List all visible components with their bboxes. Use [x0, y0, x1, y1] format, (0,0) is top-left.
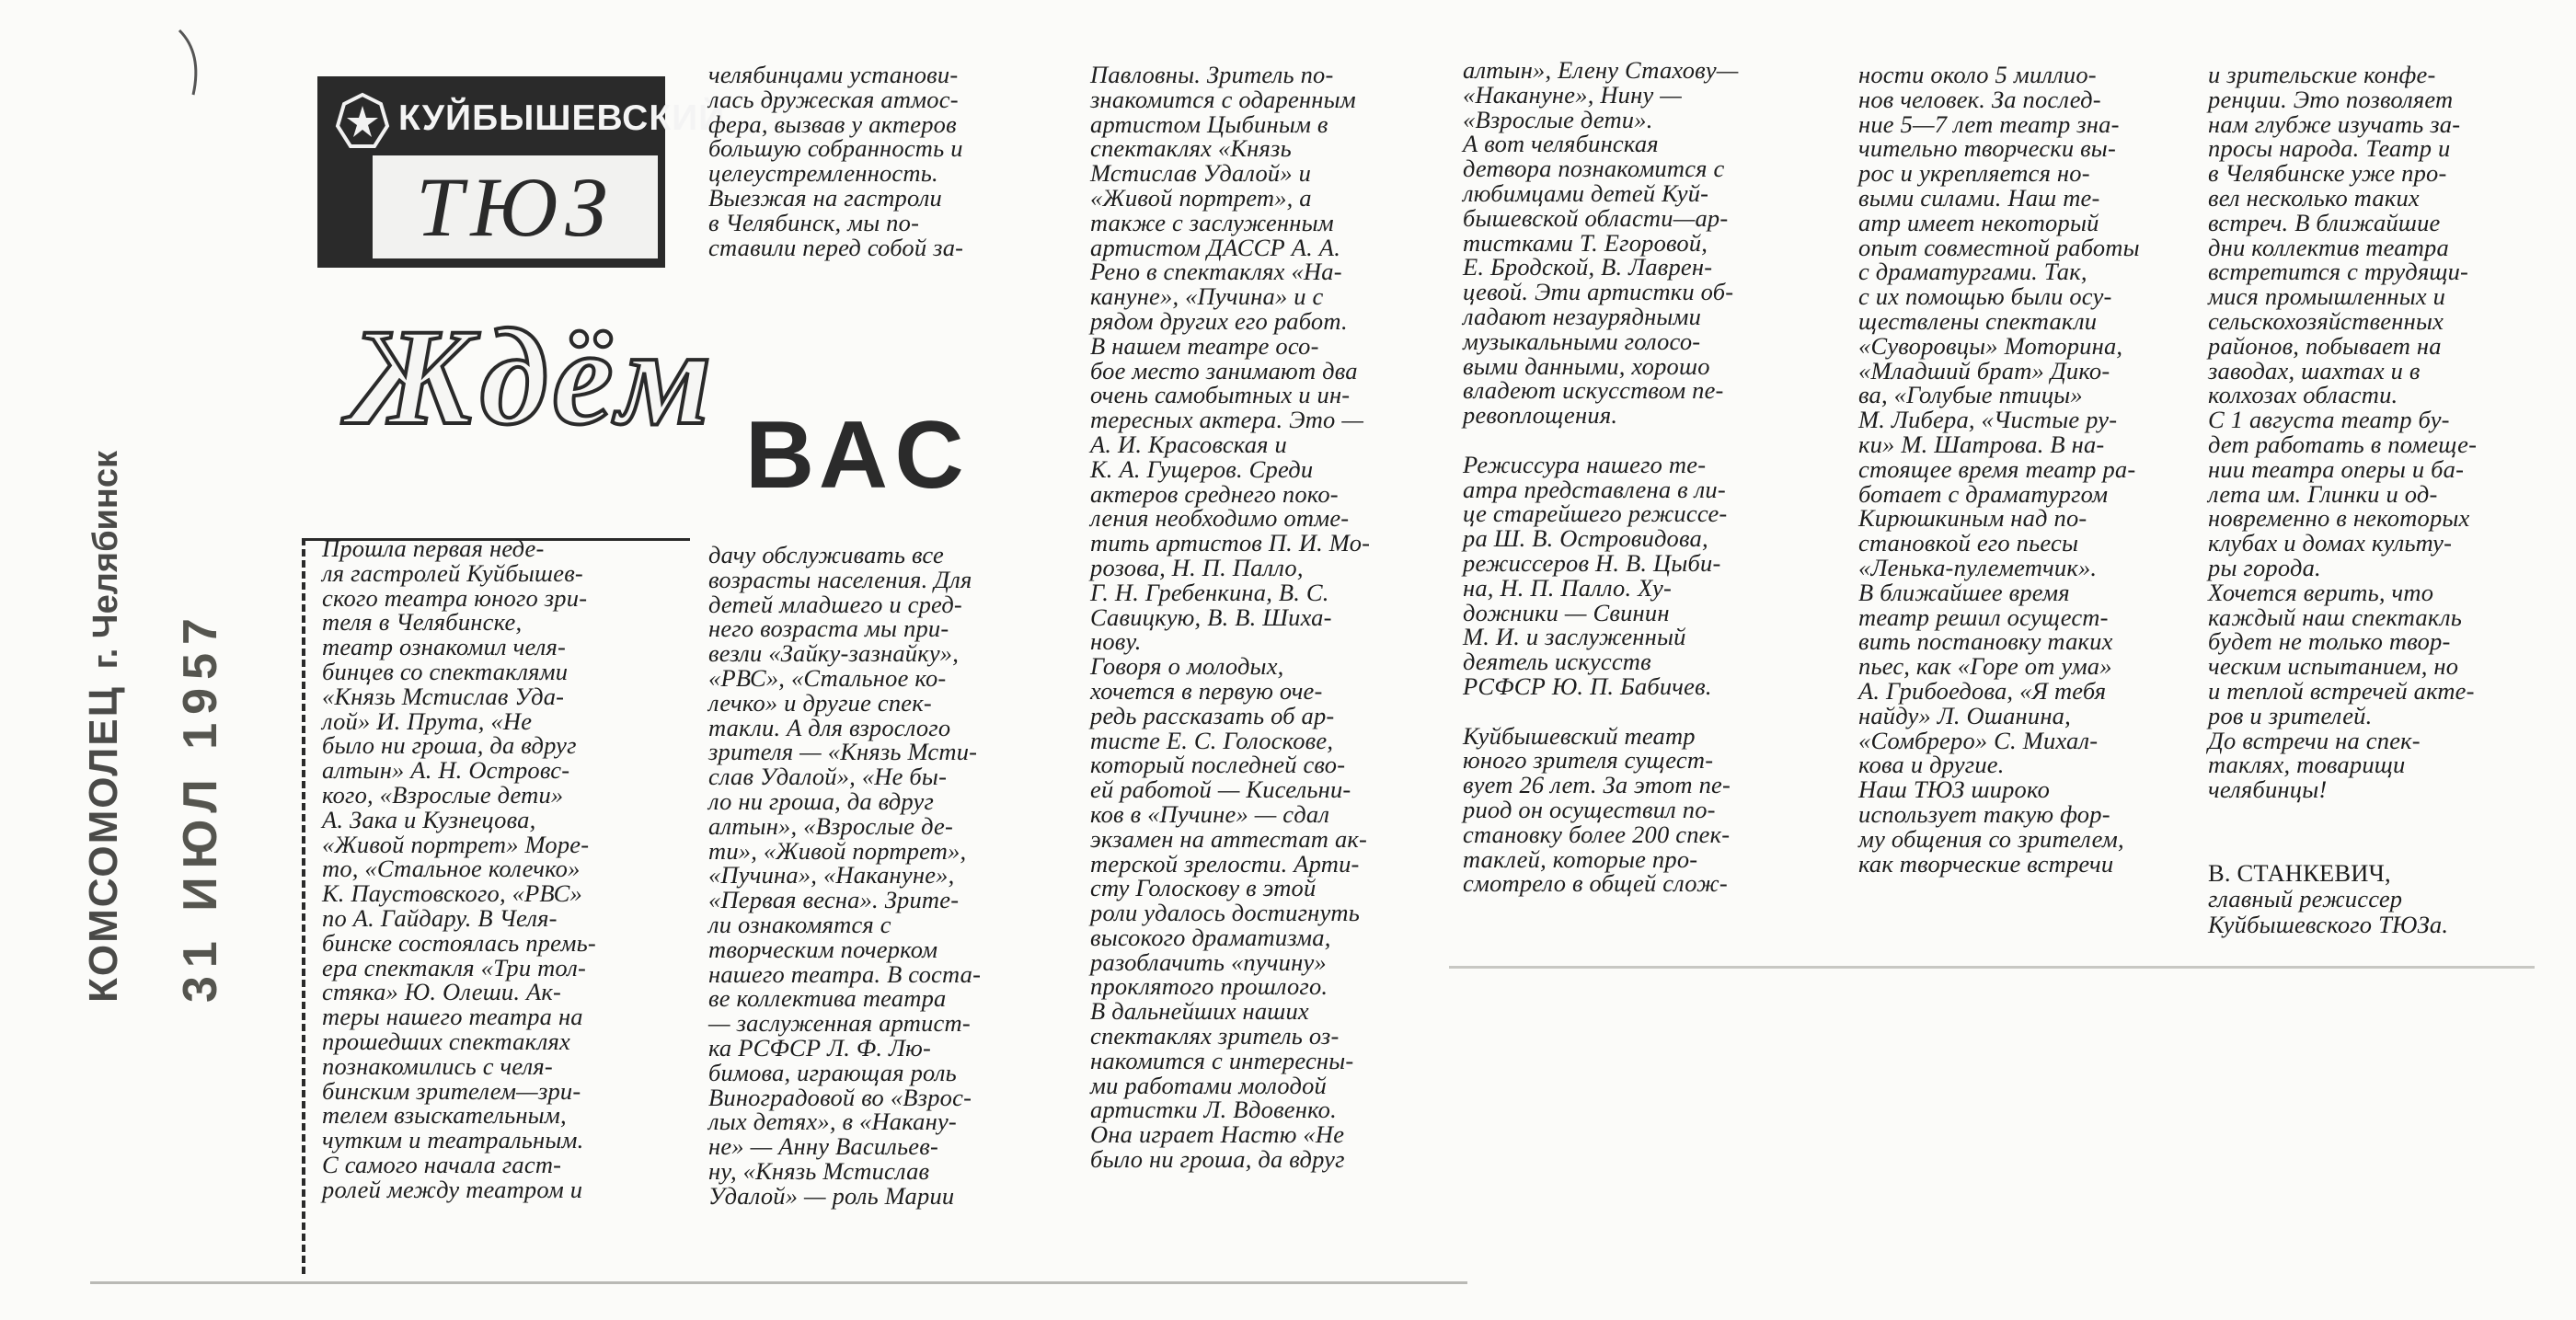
article-text-line: «Суворовцы» Моторина,	[1858, 331, 2123, 360]
article-column-4	[1463, 58, 1776, 896]
article-text-line: нов человек. За послед-	[1858, 85, 2101, 113]
article-text-line: вить постановку таких	[1858, 627, 2113, 656]
article-text-line: который последней сво-	[1090, 751, 1346, 779]
article-text-line: В нашем театре осо-	[1090, 331, 1319, 360]
article-column-1	[322, 536, 653, 1202]
article-text-line: Рено в спектаклях «На-	[1090, 258, 1342, 286]
article-text-line: чутким и театральным.	[322, 1126, 584, 1154]
article-text-line: ладают незаурядными	[1463, 302, 1702, 330]
article-text-line: вел несколько таких	[2208, 183, 2420, 212]
article-text-line: не» — Анну Васильев-	[708, 1132, 938, 1161]
clipping-bottom-edge	[90, 1281, 1467, 1284]
article-text-line: тить артистов П. И. Мо-	[1090, 529, 1371, 557]
article-text-line: зрителя — «Князь Мсти-	[708, 738, 978, 766]
article-text-line: выми силами. Наш те-	[1858, 183, 2100, 212]
article-text-line: использует такую фор-	[1858, 799, 2110, 828]
article-text-line: «Ленька-пулеметчик».	[1858, 553, 2098, 581]
article-text-line: тистками Т. Егоровой,	[1463, 228, 1708, 257]
article-column-2-bottom	[708, 543, 1041, 1209]
article-text-line: алтын», Елену Стахову—	[1463, 56, 1739, 84]
article-text-line: сельскохозяйственных	[2208, 306, 2444, 335]
article-text-line: заводах, шахтах и в	[2208, 356, 2421, 385]
article-text-line: бое место занимают два	[1090, 356, 1358, 385]
article-text-line: Виноградовой во «Взрос-	[708, 1083, 972, 1111]
article-text-line: алтын», «Взрослые де-	[708, 811, 953, 840]
article-text-line: ну, «Князь Мстислав	[708, 1156, 930, 1185]
article-text-line: К. А. Гущеров. Среди	[1090, 454, 1314, 483]
article-text-line: было ни гроша, да вдруг	[322, 731, 577, 760]
article-text-line: познакомились с челя-	[322, 1051, 553, 1080]
article-text-line: Савицкую, В. В. Шиха-	[1090, 603, 1332, 631]
article-text-line: челябинцами установи-	[708, 61, 959, 88]
article-text-line: высокого драматизма,	[1090, 923, 1331, 951]
article-text-line: ля гастролей Куйбышев-	[322, 558, 583, 587]
article-bracket-left	[302, 538, 309, 1274]
article-text-line: М. Либера, «Чистые ру-	[1858, 406, 2118, 434]
article-text-line: театр решил осущест-	[1858, 603, 2109, 631]
article-text-line: нову.	[1090, 627, 1142, 656]
article-text-line: детей младшего и сред-	[708, 590, 962, 618]
article-text-line: А. И. Красовская и	[1090, 430, 1287, 458]
article-text-line: найду» Л. Ошанина,	[1858, 701, 2071, 729]
article-text-line: мися промышленных и	[2208, 282, 2446, 311]
signature-name: В. СТАНКЕВИЧ,	[2208, 859, 2391, 887]
article-column-3	[1090, 63, 1403, 1172]
article-text-line: челябинцы!	[2208, 775, 2328, 804]
headline-bold-word: ВАС	[745, 402, 973, 509]
article-text-line: бинске состоялась премь-	[322, 928, 596, 957]
article-text-line: тересных актера. Это —	[1090, 406, 1364, 434]
article-text-line: редь рассказать об ар-	[1090, 701, 1335, 729]
article-text-line: прошедших спектаклях	[322, 1027, 570, 1055]
article-text-line: Кирюшкиным над по-	[1858, 504, 2087, 533]
article-text-line: колхозах области.	[2208, 381, 2398, 409]
article-column-2-top	[708, 63, 1041, 259]
article-text-line: В дальнейших наших	[1090, 997, 1309, 1026]
article-text-line: ществлены спектакли	[1858, 306, 2098, 335]
article-text-line: каждый наш спектакль	[2208, 603, 2462, 631]
article-text-line: бышевской области—ар-	[1463, 203, 1729, 232]
article-text-line: роли удалось достигнуть	[1090, 899, 1361, 927]
article-text-line: детвора познакомится с	[1463, 155, 1725, 183]
article-text-line: встреч. В ближайшие	[2208, 208, 2441, 236]
article-text-line: спектаклях зритель оз-	[1090, 1022, 1340, 1050]
article-text-line: чительно творчески вы-	[1858, 134, 2116, 163]
signature-org: Куйбышевского ТЮЗа.	[2208, 911, 2449, 938]
article-text-line: Хочется верить, что	[2208, 578, 2434, 606]
article-text-line: дачу обслуживать все	[708, 541, 944, 568]
theatre-logo	[317, 76, 726, 268]
article-text-line: ности около 5 миллио-	[1858, 61, 2097, 88]
newspaper-stamp	[81, 451, 127, 1003]
article-text-line: сту Голоскову в этой	[1090, 874, 1317, 902]
article-text-line: Прошла первая неде-	[322, 534, 545, 562]
article-text-line: Режиссура нашего те-	[1463, 450, 1707, 478]
article-text-line: артистки Л. Вдовенко.	[1090, 1096, 1337, 1124]
article-text-line: ей работой — Кисельни-	[1090, 775, 1351, 804]
article-text-line: кова и другие.	[1858, 751, 2005, 779]
article-text-line: А. Зака и Кузнецова,	[322, 805, 536, 833]
article-text-line: любимцами детей Куй-	[1463, 178, 1709, 207]
stamp-newspaper-name: КОМСОМОЛЕЦ	[81, 685, 126, 1003]
article-text-line: В ближайшее время	[1858, 578, 2070, 606]
article-text-line: риод он осуществил по-	[1463, 795, 1716, 823]
article-text-line: в Челябинске уже про-	[2208, 159, 2447, 188]
article-text-line: Наш ТЮЗ широко	[1858, 775, 2051, 804]
article-text-line: музыкальными голосо-	[1463, 327, 1701, 355]
article-text-line: розова, Н. П. Палло,	[1090, 553, 1304, 581]
article-text-line	[1463, 699, 1776, 724]
article-text-line: ревоплощения.	[1463, 401, 1618, 430]
article-text-line: Мстислав Удалой» и	[1090, 159, 1312, 188]
article-text-line: «Князь Мстислав Уда-	[322, 682, 565, 710]
article-text-line: ка РСФСР Л. Ф. Лю-	[708, 1033, 932, 1062]
article-text-line: на, Н. П. Палло. Ху-	[1463, 573, 1672, 602]
article-text-line: Куйбышевский театр	[1463, 721, 1696, 750]
stamp-date: 31 ИЮЛ 1957	[174, 610, 227, 1003]
article-text-line: Выезжая на гастроли	[708, 183, 942, 212]
article-signature	[2208, 860, 2502, 937]
article-text-line: дет работать в помеще-	[2208, 430, 2478, 458]
article-text-line: теля в Челябинске,	[322, 608, 523, 637]
article-text-line: клубах и домах культу-	[2208, 529, 2453, 557]
article-text-line: лечко» и другие спек-	[708, 688, 932, 717]
article-text-line: возрасты населения. Для	[708, 565, 972, 593]
article-text-line: С самого начала гаст-	[322, 1150, 562, 1178]
article-text-line: становку более 200 спек-	[1463, 820, 1731, 848]
article-text-line: стяка» Ю. Олеши. Ак-	[322, 978, 562, 1006]
article-text-line: «РВС», «Стальное ко-	[708, 663, 947, 692]
article-text-line: него возраста мы при-	[708, 614, 949, 643]
article-text-line: с их помощью были осу-	[1858, 282, 2112, 311]
article-text-line: бинцев со спектаклями	[322, 657, 569, 685]
article-text-line: знакомится с одаренным	[1090, 85, 1356, 113]
article-text-line: «Взрослые дети».	[1463, 105, 1653, 133]
clipping-right-edge	[1449, 966, 2535, 969]
article-text-line: кого, «Взрослые дети»	[322, 780, 564, 809]
article-text-line: «Живой портрет», а	[1090, 183, 1312, 212]
article-text-line: РСФСР Ю. П. Бабичев.	[1463, 671, 1712, 700]
article-text-line: нам глубже изучать за-	[2208, 109, 2461, 138]
article-text-line: опыт совместной работы	[1858, 233, 2140, 261]
article-text-line: «Первая весна». Зрите-	[708, 886, 960, 914]
article-text-line: как творческие встречи	[1858, 849, 2114, 878]
article-text-line: тисте Е. С. Голоскове,	[1090, 726, 1334, 754]
article-text-line: «Накануне», Нину —	[1463, 80, 1683, 109]
article-text-line: ло ни гроша, да вдруг	[708, 786, 935, 815]
article-text-line: и теплой встречей акте-	[2208, 676, 2475, 705]
article-text-line: ра Ш. В. Островидова,	[1463, 524, 1708, 553]
article-text-line: Она играет Настю «Не	[1090, 1120, 1345, 1149]
logo-theatre-name: КУЙБЫШЕВСКИЙ	[398, 98, 726, 138]
article-text-line: ли ознакомятся с	[708, 910, 891, 938]
article-text-line: экзамен на аттестат ак-	[1090, 824, 1368, 853]
article-text-line: ления необходимо отме-	[1090, 504, 1350, 533]
article-text-line: атр имеет некоторый	[1858, 208, 2099, 236]
article-text-line: — заслуженная артист-	[708, 1009, 971, 1038]
article-text-line: актеров среднего поко-	[1090, 479, 1339, 508]
article-text-line: нии театра оперы и ба-	[2208, 454, 2465, 483]
article-text-line: це старейшего режиссе-	[1463, 499, 1728, 528]
article-text-line: артистом Цыбиным в	[1090, 109, 1328, 138]
article-text-line: новременно в некоторых	[2208, 504, 2470, 533]
article-text-line: му общения со зрителем,	[1858, 824, 2124, 853]
article-text-line: Удалой» — роль Марии	[708, 1181, 955, 1210]
article-text-line: Е. Бродской, В. Лаврен-	[1463, 253, 1713, 281]
article-text-line: ера спектакля «Три тол-	[322, 953, 587, 981]
article-text-line: ков в «Пучине» — сдал	[1090, 799, 1330, 828]
article-text-line: разоблачить «пучину»	[1090, 947, 1327, 976]
article-text-line: терской зрелости. Арти-	[1090, 849, 1360, 878]
article-text-line: большую собранность и	[708, 134, 963, 163]
article-text-line: лой» И. Прута, «Не	[322, 706, 533, 735]
star-emblem-icon	[330, 89, 395, 154]
article-text-line: ров и зрителей.	[2208, 701, 2373, 729]
article-text-line: накомится с интересны-	[1090, 1046, 1354, 1074]
article-text-line: ры города.	[2208, 553, 2321, 581]
article-text-line: творческим почерком	[708, 935, 938, 963]
article-text-line: будет не только твор-	[2208, 627, 2451, 656]
article-text-line: владеют искусством пе-	[1463, 376, 1724, 405]
article-text-line: бинским зрителем—зри-	[322, 1076, 581, 1105]
article-column-6	[2208, 63, 2502, 802]
article-text-line: лета им. Глинки и од-	[2208, 479, 2438, 508]
article-text-line: таклях, товарищи	[2208, 751, 2406, 779]
article-text-line: нашего театра. В соста-	[708, 959, 982, 988]
article-text-line: выми данными, хорошо	[1463, 351, 1710, 380]
article-text-line: дни коллектив театра	[2208, 233, 2449, 261]
article-text-line: фера, вызвав у актеров	[708, 109, 957, 138]
article-text-line: телем взыскательным,	[322, 1101, 567, 1130]
article-text-line: артистом ДАССР А. А.	[1090, 233, 1341, 261]
article-text-line: ние 5—7 лет театр зна-	[1858, 109, 2120, 138]
article-text-line: театр ознакомил челя-	[322, 633, 567, 661]
article-text-line: ве коллектива театра	[708, 984, 947, 1013]
article-text-line: деятель искусств	[1463, 648, 1651, 676]
article-text-line: ролей между театром и	[322, 1175, 583, 1203]
article-text-line: Говоря о молодых,	[1090, 652, 1284, 681]
article-text-line: лась дружеская атмос-	[708, 85, 959, 113]
article-text-line: режиссеров Н. В. Цыби-	[1463, 548, 1721, 577]
article-text-line: ки» М. Шатрова. В на-	[1858, 430, 2105, 458]
stamp-city: г. Челябинск	[86, 450, 125, 670]
article-text-line: в Челябинск, мы по-	[708, 208, 920, 236]
article-text-line: по А. Гайдару. В Челя-	[322, 903, 558, 932]
article-text-line: смотрело в общей слож-	[1463, 869, 1728, 898]
signature-title: главный режиссер	[2208, 885, 2403, 913]
article-text-line: стоящее время театр ра-	[1858, 454, 2136, 483]
article-text-line: А вот челябинская	[1463, 130, 1659, 158]
article-text-line: кануне», «Пучина» и с	[1090, 282, 1324, 311]
article-text-line: «Пучина», «Накануне»,	[708, 861, 955, 890]
article-text-line: ва, «Голубые птицы»	[1858, 381, 2083, 409]
article-text-line: До встречи на спек-	[2208, 726, 2421, 754]
article-text-line: ми работами молодой	[1090, 1071, 1327, 1099]
article-text-line: становкой его пьесы	[1858, 529, 2079, 557]
article-text-line: алтын» А. Н. Островс-	[322, 756, 570, 785]
logo-tyuz: ТЮЗ	[373, 155, 658, 258]
article-text-line: бимова, играющая роль	[708, 1058, 957, 1086]
article-text-line: ского театра юного зри-	[322, 583, 588, 612]
article-text-line: очень самобытных и ин-	[1090, 381, 1351, 409]
article-text-line: спектаклях «Князь	[1090, 134, 1292, 163]
article-text-line: теры нашего театра на	[322, 1003, 583, 1031]
article-text-line: юного зрителя сущест-	[1463, 746, 1714, 775]
article-text-line: целеустремленность.	[708, 159, 938, 188]
article-text-line: ти», «Живой портрет»,	[708, 836, 967, 865]
article-text-line: то, «Стальное колечко»	[322, 855, 581, 883]
article-text-line: лых детях», в «Накану-	[708, 1108, 957, 1136]
article-text-line: везли «Зайку-зазнайку»,	[708, 639, 960, 668]
article-text-line: рядом других его работ.	[1090, 306, 1348, 335]
article-text-line: рос и укрепляется но-	[1858, 159, 2090, 188]
article-text-line: А. Грибоедова, «Я тебя	[1858, 676, 2107, 705]
article-text-line: встретится с трудящи-	[2208, 258, 2469, 286]
headline-script-word: Ждём	[350, 301, 716, 453]
article-text-line: К. Паустовского, «РВС»	[322, 879, 582, 908]
article-text-line: просы народа. Театр и	[2208, 134, 2451, 163]
article-text-line: атра представлена в ли-	[1463, 475, 1726, 503]
article-text-line: «Младший брат» Дико-	[1858, 356, 2110, 385]
article-text-line: ренции. Это позволяет	[2208, 85, 2454, 113]
article-text-line: пьес, как «Горе от ума»	[1858, 652, 2112, 681]
paper-curl-mark	[175, 26, 212, 99]
article-text-line: вует 26 лет. За этот пе-	[1463, 771, 1731, 799]
article-text-line: С 1 августа театр бу-	[2208, 406, 2450, 434]
article-text-line: Павловны. Зритель по-	[1090, 61, 1334, 88]
article-text-line: слав Удалой», «Не бы-	[708, 763, 948, 791]
article-text-line: ческим испытанием, но	[2208, 652, 2459, 681]
article-text-line: хочется в первую оче-	[1090, 676, 1323, 705]
article-text-line: также с заслуженным	[1090, 208, 1334, 236]
article-text-line: такли. А для взрослого	[708, 713, 951, 741]
article-text-line: таклей, которые про-	[1463, 844, 1698, 873]
article-column-5	[1858, 63, 2171, 876]
article-text-line	[1463, 428, 1776, 453]
article-text-line: цевой. Эти артистки об-	[1463, 278, 1734, 306]
article-text-line: «Сомбреро» С. Михал-	[1858, 726, 2099, 754]
article-text-line: с драматургами. Так,	[1858, 258, 2087, 286]
article-text-line: проклятого прошлого.	[1090, 972, 1328, 1001]
article-text-line: ставили перед собой за-	[708, 233, 964, 261]
article-text-line: М. И. и заслуженный	[1463, 623, 1686, 651]
article-text-line: районов, побывает на	[2208, 331, 2442, 360]
article-text-line: ботает с драматургом	[1858, 479, 2109, 508]
article-text-line: дожники — Свинин	[1463, 598, 1670, 626]
article-text-line: Г. Н. Гребенкина, В. С.	[1090, 578, 1329, 606]
article-text-line: «Живой портрет» Море-	[322, 830, 590, 858]
article-text-line: было ни гроша, да вдруг	[1090, 1145, 1345, 1174]
article-text-line: и зрительские конфе-	[2208, 61, 2436, 88]
